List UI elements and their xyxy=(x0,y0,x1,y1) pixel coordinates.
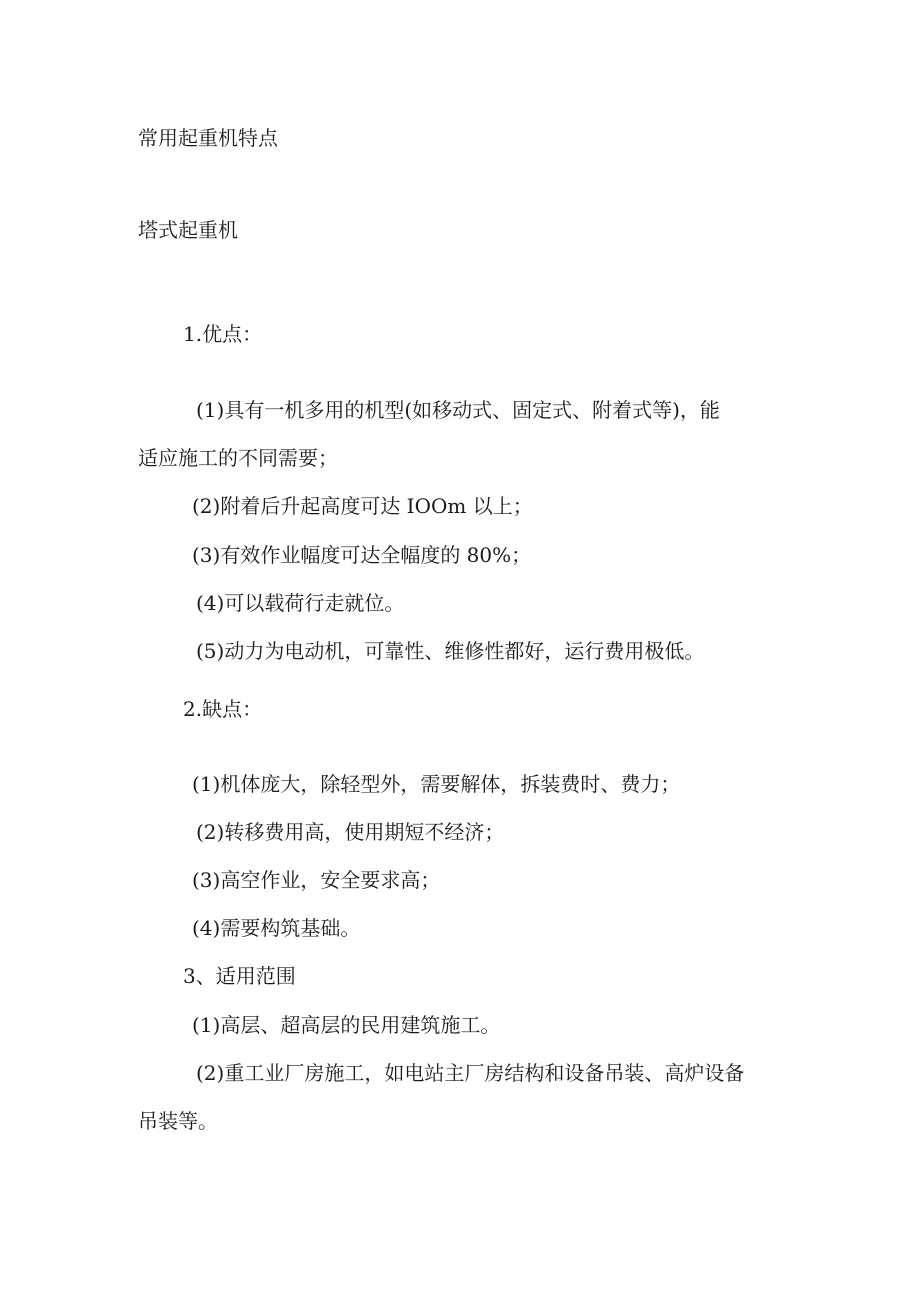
scope-item: (1)高层、超高层的民用建筑施工。 xyxy=(192,1013,501,1037)
disadvantage-item: (2)转移费用高，使用期短不经济； xyxy=(196,820,505,844)
scope-heading: 3、适用范围 xyxy=(183,964,296,988)
advantage-item-continued: 适应施工的不同需要； xyxy=(138,446,338,470)
advantage-item: (1)具有一机多用的机型(如移动式、固定式、附着式等)，能 xyxy=(196,398,720,422)
advantage-item: (2)附着后升起高度可达 IOOm 以上； xyxy=(192,494,533,518)
advantage-item: (3)有效作业幅度可达全幅度的 80%； xyxy=(192,543,532,567)
document-title: 常用起重机特点 xyxy=(138,126,278,150)
disadvantage-item: (4)需要构筑基础。 xyxy=(192,916,361,940)
disadvantage-item: (3)高空作业，安全要求高； xyxy=(192,868,441,892)
section-title: 塔式起重机 xyxy=(138,218,238,242)
scope-item: (2)重工业厂房施工，如电站主厂房结构和设备吊装、高炉设备 xyxy=(196,1061,745,1085)
advantage-item: (4)可以载荷行走就位。 xyxy=(196,591,405,615)
disadvantage-item: (1)机体庞大，除轻型外，需要解体，拆装费时、费力； xyxy=(192,772,681,796)
scope-item-continued: 吊装等。 xyxy=(138,1109,218,1133)
advantage-item: (5)动力为电动机，可靠性、维修性都好，运行费用极低。 xyxy=(196,639,705,663)
advantages-heading: 1.优点： xyxy=(183,322,263,346)
disadvantages-heading: 2.缺点： xyxy=(183,697,263,721)
